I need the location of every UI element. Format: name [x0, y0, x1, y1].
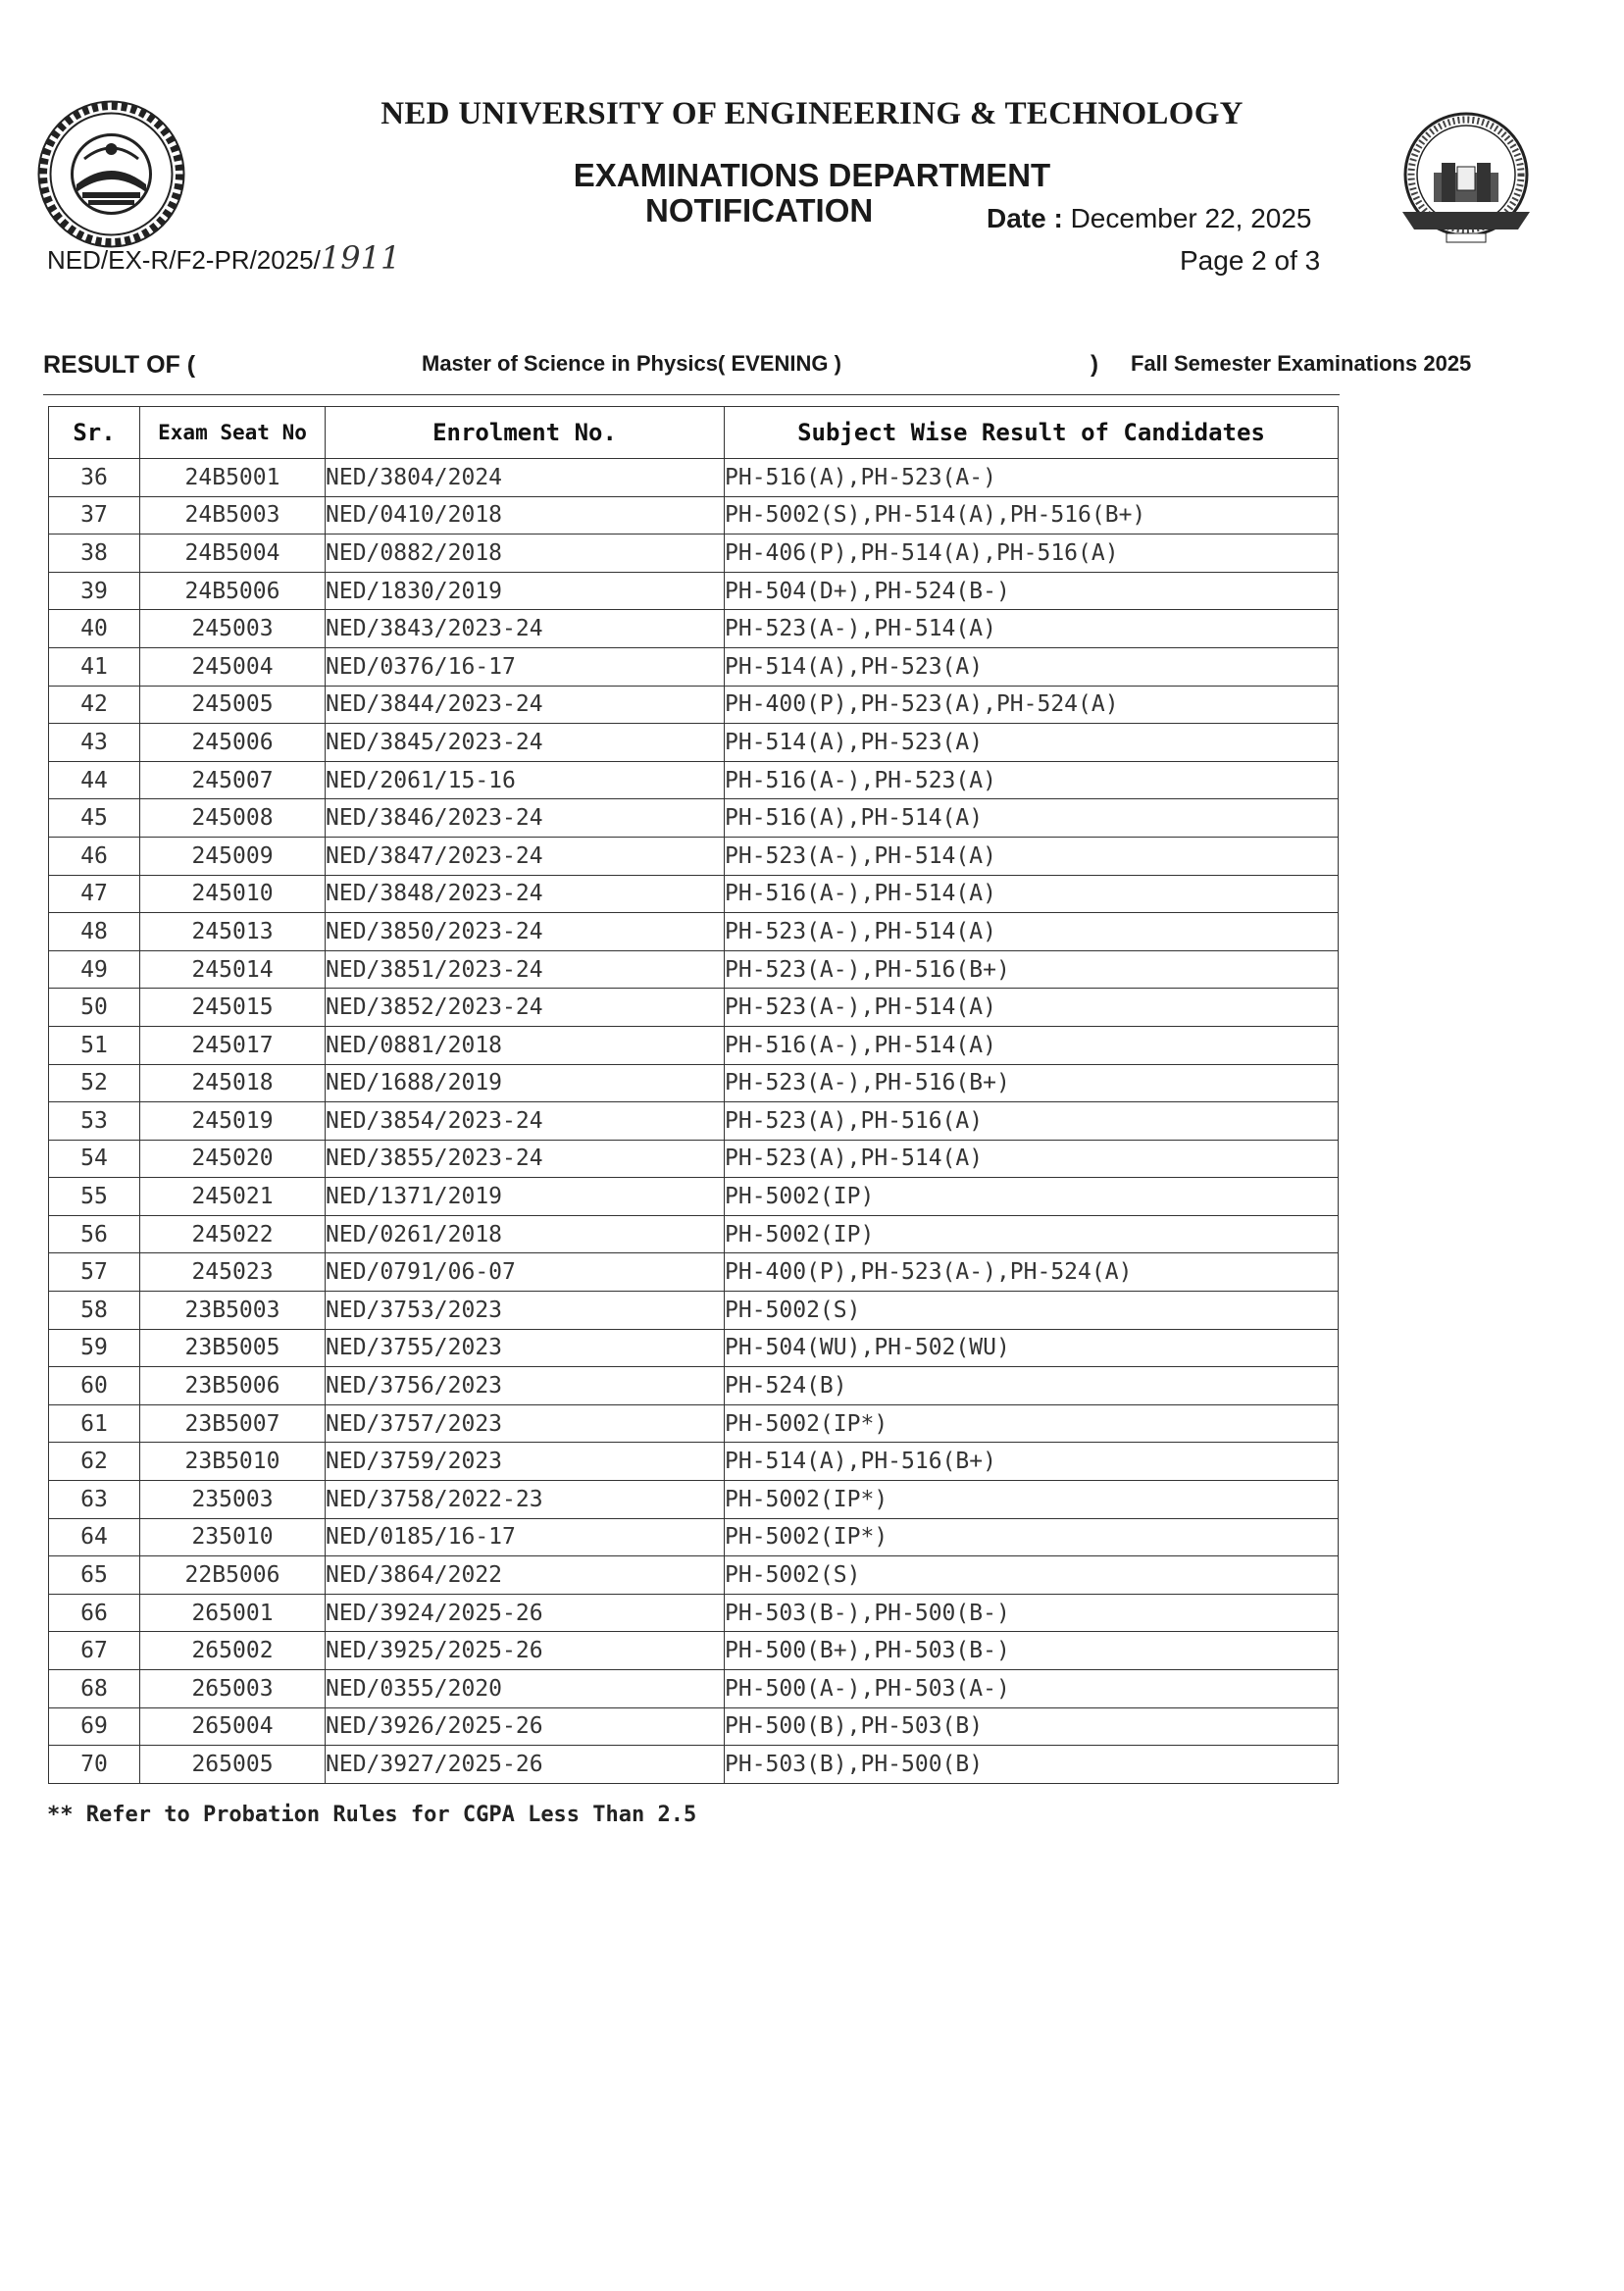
cell-enrolment: NED/3846/2023-24: [326, 799, 725, 838]
table-row: [49, 989, 1339, 1027]
cell-seat-no: 235003: [140, 1481, 326, 1519]
cell-enrolment: NED/3755/2023: [326, 1329, 725, 1367]
table-row: [49, 1443, 1339, 1481]
cell-sr: 55: [49, 1178, 140, 1216]
table-row: [49, 647, 1339, 686]
cell-result: PH-523(A-),PH-514(A): [725, 610, 1339, 648]
cell-seat-no: 265005: [140, 1746, 326, 1784]
cell-sr: 45: [49, 799, 140, 838]
cell-result: PH-500(B+),PH-503(B-): [725, 1632, 1339, 1670]
cell-seat-no: 245015: [140, 989, 326, 1027]
cell-sr: 42: [49, 686, 140, 724]
cell-seat-no: 24B5003: [140, 496, 326, 535]
cell-seat-no: 265001: [140, 1594, 326, 1632]
notification-title: NOTIFICATION: [645, 192, 874, 229]
results-body: [49, 459, 1339, 1784]
cell-enrolment: NED/3759/2023: [326, 1443, 725, 1481]
cell-result: PH-5002(S): [725, 1556, 1339, 1595]
semester-name: Fall Semester Examinations 2025: [1131, 351, 1472, 376]
cell-result: PH-523(A-),PH-514(A): [725, 837, 1339, 875]
date-value: December 22, 2025: [1070, 203, 1312, 233]
table-row: [49, 1632, 1339, 1670]
cell-enrolment: NED/3924/2025-26: [326, 1594, 725, 1632]
table-row: [49, 1215, 1339, 1253]
cell-seat-no: 22B5006: [140, 1556, 326, 1595]
cell-seat-no: 24B5006: [140, 572, 326, 610]
table-row: [49, 1026, 1339, 1064]
cell-seat-no: 24B5001: [140, 459, 326, 497]
cell-result: PH-400(P),PH-523(A-),PH-524(A): [725, 1253, 1339, 1292]
cell-enrolment: NED/3848/2023-24: [326, 875, 725, 913]
date-label: Date :: [987, 203, 1063, 233]
divider: [43, 394, 1340, 395]
cell-result: PH-514(A),PH-523(A): [725, 647, 1339, 686]
table-row: [49, 799, 1339, 838]
university-name: NED UNIVERSITY OF ENGINEERING & TECHNOLOGY: [381, 96, 1243, 131]
cell-enrolment: NED/0882/2018: [326, 535, 725, 573]
cell-result: PH-504(WU),PH-502(WU): [725, 1329, 1339, 1367]
table-row: [49, 1140, 1339, 1178]
cell-enrolment: NED/3864/2022: [326, 1556, 725, 1595]
cell-result: PH-523(A-),PH-514(A): [725, 989, 1339, 1027]
cell-result: PH-5002(S),PH-514(A),PH-516(B+): [725, 496, 1339, 535]
cell-seat-no: 245014: [140, 950, 326, 989]
table-header-row: [49, 407, 1339, 459]
cell-result: PH-5002(IP*): [725, 1518, 1339, 1556]
cell-result: PH-5002(IP*): [725, 1404, 1339, 1443]
cell-seat-no: 245005: [140, 686, 326, 724]
cell-sr: 53: [49, 1102, 140, 1141]
cell-sr: 56: [49, 1215, 140, 1253]
table-row: [49, 724, 1339, 762]
header-sr: Sr.: [49, 407, 140, 459]
reference-number: [47, 239, 400, 277]
cell-result: PH-406(P),PH-514(A),PH-516(A): [725, 535, 1339, 573]
cell-result: PH-514(A),PH-523(A): [725, 724, 1339, 762]
cell-enrolment: NED/0376/16-17: [326, 647, 725, 686]
header-enrolment: Enrolment No.: [326, 407, 725, 459]
cell-sr: 69: [49, 1707, 140, 1746]
cell-sr: 62: [49, 1443, 140, 1481]
table-row: [49, 1707, 1339, 1746]
cell-seat-no: 24B5004: [140, 535, 326, 573]
cell-result: PH-516(A-),PH-523(A): [725, 761, 1339, 799]
cell-result: PH-524(B): [725, 1367, 1339, 1405]
cell-sr: 46: [49, 837, 140, 875]
table-row: [49, 686, 1339, 724]
cell-sr: 37: [49, 496, 140, 535]
cell-sr: 41: [49, 647, 140, 686]
cell-seat-no: 23B5005: [140, 1329, 326, 1367]
cell-sr: 59: [49, 1329, 140, 1367]
cell-seat-no: 245010: [140, 875, 326, 913]
cell-seat-no: 265002: [140, 1632, 326, 1670]
cell-seat-no: 245004: [140, 647, 326, 686]
cell-enrolment: NED/3855/2023-24: [326, 1140, 725, 1178]
cell-result: PH-514(A),PH-516(B+): [725, 1443, 1339, 1481]
cell-result: PH-400(P),PH-523(A),PH-524(A): [725, 686, 1339, 724]
cell-enrolment: NED/3753/2023: [326, 1292, 725, 1330]
cell-enrolment: NED/3758/2022-23: [326, 1481, 725, 1519]
table-row: [49, 950, 1339, 989]
cell-sr: 54: [49, 1140, 140, 1178]
cell-result: PH-5002(IP): [725, 1178, 1339, 1216]
table-row: [49, 875, 1339, 913]
cell-result: PH-523(A-),PH-516(B+): [725, 1064, 1339, 1102]
table-row: [49, 1556, 1339, 1595]
table-row: [49, 1367, 1339, 1405]
table-row: [49, 761, 1339, 799]
cell-enrolment: NED/3844/2023-24: [326, 686, 725, 724]
cell-result: PH-503(B),PH-500(B): [725, 1746, 1339, 1784]
cell-seat-no: 245009: [140, 837, 326, 875]
cell-enrolment: NED/0185/16-17: [326, 1518, 725, 1556]
cell-seat-no: 235010: [140, 1518, 326, 1556]
cell-sr: 43: [49, 724, 140, 762]
cell-sr: 58: [49, 1292, 140, 1330]
cell-enrolment: NED/0791/06-07: [326, 1253, 725, 1292]
table-row: [49, 1404, 1339, 1443]
cell-result: PH-523(A-),PH-516(B+): [725, 950, 1339, 989]
cell-result: PH-503(B-),PH-500(B-): [725, 1594, 1339, 1632]
cell-enrolment: NED/2061/15-16: [326, 761, 725, 799]
cell-enrolment: NED/0261/2018: [326, 1215, 725, 1253]
cell-enrolment: NED/1688/2019: [326, 1064, 725, 1102]
cell-sr: 66: [49, 1594, 140, 1632]
cell-seat-no: 23B5006: [140, 1367, 326, 1405]
table-row: [49, 1253, 1339, 1292]
cell-enrolment: NED/3852/2023-24: [326, 989, 725, 1027]
cell-result: PH-523(A-),PH-514(A): [725, 913, 1339, 951]
cell-result: PH-516(A-),PH-514(A): [725, 875, 1339, 913]
result-of-label: RESULT OF (: [43, 351, 196, 379]
cell-result: PH-5002(IP*): [725, 1481, 1339, 1519]
cell-enrolment: NED/3757/2023: [326, 1404, 725, 1443]
cell-result: PH-523(A),PH-516(A): [725, 1102, 1339, 1141]
cell-sr: 70: [49, 1746, 140, 1784]
cell-enrolment: NED/3845/2023-24: [326, 724, 725, 762]
cell-result: PH-500(A-),PH-503(A-): [725, 1670, 1339, 1708]
cell-enrolment: NED/3847/2023-24: [326, 837, 725, 875]
table-row: [49, 1481, 1339, 1519]
cell-seat-no: 23B5007: [140, 1404, 326, 1443]
header-seat: Exam Seat No: [140, 407, 326, 459]
cell-result: PH-516(A),PH-523(A-): [725, 459, 1339, 497]
cell-seat-no: 245003: [140, 610, 326, 648]
cell-sr: 65: [49, 1556, 140, 1595]
cell-seat-no: 245007: [140, 761, 326, 799]
table-row: [49, 459, 1339, 497]
footnote: ** Refer to Probation Rules for CGPA Less Than 2.5: [47, 1803, 697, 1827]
table-row: [49, 496, 1339, 535]
page-number: Page 2 of 3: [1180, 245, 1321, 276]
cell-seat-no: 23B5010: [140, 1443, 326, 1481]
table-row: [49, 1292, 1339, 1330]
cell-result: PH-5002(S): [725, 1292, 1339, 1330]
cell-result: PH-516(A-),PH-514(A): [725, 1026, 1339, 1064]
header-result: Subject Wise Result of Candidates: [725, 407, 1339, 459]
reference-handwritten: 1911: [320, 239, 401, 277]
cell-enrolment: NED/0881/2018: [326, 1026, 725, 1064]
cell-sr: 48: [49, 913, 140, 951]
cell-seat-no: 245017: [140, 1026, 326, 1064]
cell-result: PH-523(A),PH-514(A): [725, 1140, 1339, 1178]
result-of-close: ): [1091, 351, 1098, 378]
table-row: [49, 610, 1339, 648]
cell-enrolment: NED/3843/2023-24: [326, 610, 725, 648]
cell-sr: 64: [49, 1518, 140, 1556]
cell-sr: 57: [49, 1253, 140, 1292]
cell-sr: 38: [49, 535, 140, 573]
cell-sr: 49: [49, 950, 140, 989]
cell-seat-no: 245020: [140, 1140, 326, 1178]
table-row: [49, 535, 1339, 573]
table-row: [49, 1102, 1339, 1141]
cell-sr: 63: [49, 1481, 140, 1519]
date-line: [987, 203, 1312, 234]
table-row: [49, 1329, 1339, 1367]
cell-enrolment: NED/3926/2025-26: [326, 1707, 725, 1746]
program-name: Master of Science in Physics( EVENING ): [422, 351, 841, 376]
cell-seat-no: 245008: [140, 799, 326, 838]
table-row: [49, 837, 1339, 875]
cell-enrolment: NED/3925/2025-26: [326, 1632, 725, 1670]
results-table: [48, 406, 1339, 1784]
table-row: [49, 1178, 1339, 1216]
cell-enrolment: NED/0355/2020: [326, 1670, 725, 1708]
cell-sr: 36: [49, 459, 140, 497]
cell-seat-no: 245019: [140, 1102, 326, 1141]
cell-enrolment: NED/3850/2023-24: [326, 913, 725, 951]
cell-sr: 47: [49, 875, 140, 913]
cell-enrolment: NED/1371/2019: [326, 1178, 725, 1216]
cell-seat-no: 265003: [140, 1670, 326, 1708]
cell-sr: 60: [49, 1367, 140, 1405]
table-row: [49, 572, 1339, 610]
cell-sr: 50: [49, 989, 140, 1027]
department-title: EXAMINATIONS DEPARTMENT: [573, 157, 1051, 193]
table-row: [49, 1746, 1339, 1784]
cell-enrolment: NED/3804/2024: [326, 459, 725, 497]
cell-sr: 51: [49, 1026, 140, 1064]
cell-sr: 39: [49, 572, 140, 610]
cell-enrolment: NED/3851/2023-24: [326, 950, 725, 989]
cell-enrolment: NED/1830/2019: [326, 572, 725, 610]
cell-sr: 52: [49, 1064, 140, 1102]
cell-result: PH-504(D+),PH-524(B-): [725, 572, 1339, 610]
cell-seat-no: 245018: [140, 1064, 326, 1102]
table-row: [49, 913, 1339, 951]
reference-prefix: NED/EX-R/F2-PR/2025/: [47, 245, 321, 275]
cell-sr: 61: [49, 1404, 140, 1443]
cell-sr: 68: [49, 1670, 140, 1708]
cell-seat-no: 265004: [140, 1707, 326, 1746]
cell-result: PH-516(A),PH-514(A): [725, 799, 1339, 838]
cell-result: PH-500(B),PH-503(B): [725, 1707, 1339, 1746]
cell-enrolment: NED/3927/2025-26: [326, 1746, 725, 1784]
cell-seat-no: 245022: [140, 1215, 326, 1253]
cell-sr: 44: [49, 761, 140, 799]
cell-enrolment: NED/0410/2018: [326, 496, 725, 535]
table-row: [49, 1064, 1339, 1102]
cell-seat-no: 245006: [140, 724, 326, 762]
cell-seat-no: 23B5003: [140, 1292, 326, 1330]
table-row: [49, 1518, 1339, 1556]
cell-sr: 67: [49, 1632, 140, 1670]
table-row: [49, 1594, 1339, 1632]
cell-sr: 40: [49, 610, 140, 648]
cell-seat-no: 245023: [140, 1253, 326, 1292]
cell-seat-no: 245021: [140, 1178, 326, 1216]
table-row: [49, 1670, 1339, 1708]
cell-seat-no: 245013: [140, 913, 326, 951]
cell-enrolment: NED/3854/2023-24: [326, 1102, 725, 1141]
cell-result: PH-5002(IP): [725, 1215, 1339, 1253]
cell-enrolment: NED/3756/2023: [326, 1367, 725, 1405]
